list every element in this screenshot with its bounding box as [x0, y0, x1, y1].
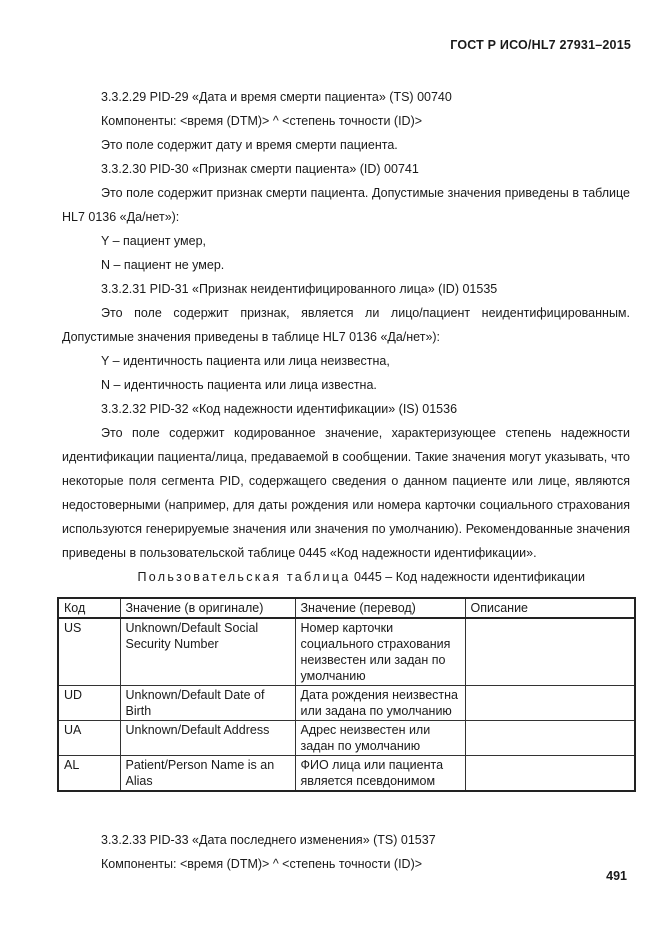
table-caption-number: 0445: [354, 570, 382, 584]
paragraph: Это поле содержит дату и время смерти пациента.: [101, 138, 398, 152]
table-row: [58, 686, 635, 721]
paragraph: Это поле содержит признак, является ли лицо/пациент неидентифицированным. Допустимые значения приведены в таблице HL7 0136 «Да/нет»):: [62, 306, 630, 344]
components-line: Компоненты: <время (DTM)> ^ <степень точности (ID)>: [101, 857, 423, 871]
cell-translation: Адрес неизвестен или задан по умолчанию: [295, 721, 465, 756]
section-heading: 3.3.2.33 PID-33 «Дата последнего изменения» (TS) 01537: [101, 833, 436, 847]
section-heading: 3.3.2.30 PID-30 «Признак смерти пациента» (ID) 00741: [101, 162, 419, 176]
table-row: [58, 756, 635, 792]
table-caption: [62, 565, 630, 589]
section-heading: 3.3.2.32 PID-32 «Код надежности идентификации» (IS) 01536: [101, 402, 458, 416]
components-line: Компоненты: <время (DTM)> ^ <степень точности (ID)>: [101, 114, 423, 128]
list-item: N – пациент не умер.: [101, 258, 225, 272]
cell-description: [465, 721, 635, 756]
cell-code: US: [58, 618, 120, 686]
cell-code: AL: [58, 756, 120, 792]
column-header-translation: Значение (перевод): [295, 598, 465, 618]
table-row: [58, 721, 635, 756]
paragraph: Это поле содержит признак смерти пациента. Допустимые значения приведены в таблице HL7 0136 «Да/нет»):: [62, 186, 630, 224]
table-caption-dash: –: [385, 570, 393, 584]
cell-code: UD: [58, 686, 120, 721]
table-caption-prefix: Пользовательская таблица: [137, 570, 351, 584]
section-heading: 3.3.2.29 PID-29 «Дата и время смерти пациента» (TS) 00740: [101, 90, 452, 104]
table-caption-title: Код надежности идентификации: [395, 570, 585, 584]
list-item: Y – пациент умер,: [101, 234, 207, 248]
cell-original: Unknown/Default Address: [120, 721, 295, 756]
section-heading: 3.3.2.31 PID-31 «Признак неидентифицированного лица» (ID) 01535: [101, 282, 498, 296]
cell-description: [465, 686, 635, 721]
continuation-content: [62, 828, 630, 876]
main-content: [62, 85, 630, 589]
list-item: Y – идентичность пациента или лица неизвестна,: [101, 354, 390, 368]
cell-original: Patient/Person Name is an Alias: [120, 756, 295, 792]
cell-translation: ФИО лица или пациента является псевдонимом: [295, 756, 465, 792]
reliability-code-table: [57, 597, 636, 792]
column-header-original: Значение (в оригинале): [120, 598, 295, 618]
column-header-description: Описание: [465, 598, 635, 618]
table-header-row: [58, 598, 635, 618]
document-header: ГОСТ Р ИСО/HL7 27931–2015: [450, 38, 631, 52]
table-row: [58, 618, 635, 686]
cell-original: Unknown/Default Social Security Number: [120, 618, 295, 686]
paragraph: Это поле содержит кодированное значение, характеризующее степень надежности идентификации пациента/лица, предаваемой в сообщении. Такие значения могут указывать, что некоторые поля сегмента PID, содержащего сведения о данном пациенте или лице, являются недостоверными (например, для даты рождения или номера карточки социального страхования используются генерируемые значения или значения по умолчанию). Рекомендованные значения приведены в пользовательской таблице 0445 «Код надежности идентификации».: [62, 426, 630, 560]
list-item: N – идентичность пациента или лица известна.: [101, 378, 377, 392]
page-number: 491: [606, 869, 627, 883]
cell-description: [465, 618, 635, 686]
cell-translation: Номер карточки социального страхования неизвестен или задан по умолчанию: [295, 618, 465, 686]
cell-description: [465, 756, 635, 792]
cell-code: UA: [58, 721, 120, 756]
cell-original: Unknown/Default Date of Birth: [120, 686, 295, 721]
cell-translation: Дата рождения неизвестна или задана по умолчанию: [295, 686, 465, 721]
column-header-code: Код: [58, 598, 120, 618]
